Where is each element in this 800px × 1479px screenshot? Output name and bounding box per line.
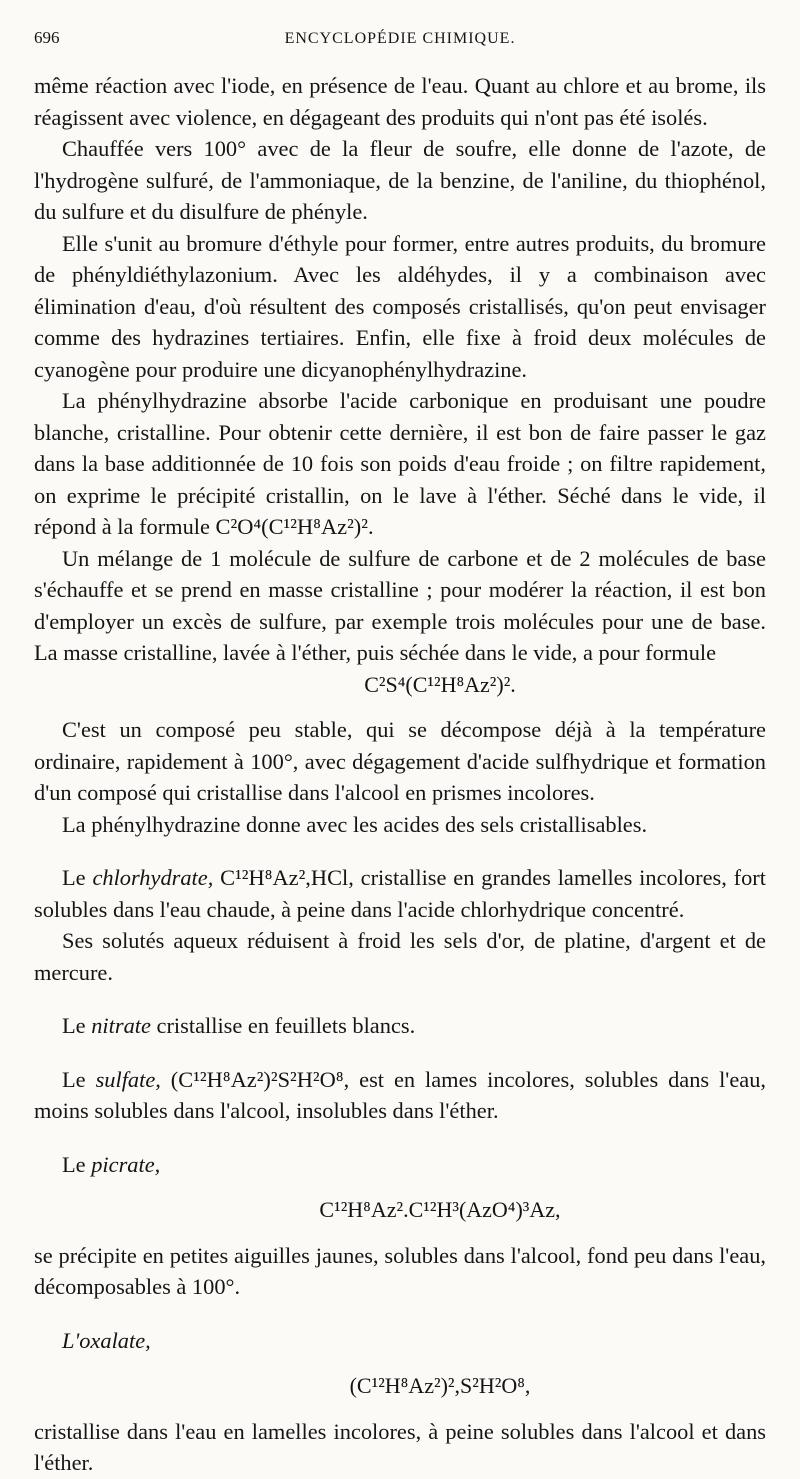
paragraph: Un mélange de 1 molécule de sulfure de carbone et de 2 molécules de base s'échauffe et se prend en masse cristalline ; pour modérer la réaction, il est bon d'employer un excès de sulfure, par exemple trois molécules pour une de base. La masse cristalline, lavée à l'éther, puis séchée dans le vide, a pour formule <box>34 545 766 665</box>
paragraph: se précipite en petites aiguilles jaunes, solubles dans l'alcool, fond peu dans l'eau, décomposables à 100°. <box>34 1242 766 1299</box>
inline-formula: C²O⁴(C¹²H⁸Az²)². <box>215 514 374 539</box>
paragraph: C'est un composé peu stable, qui se décompose déjà à la température ordinaire, rapidement à 100°, avec dégagement d'acide sulfhydrique et formation d'un composé qui cristallise dans l'alcool en prismes incolores. <box>34 717 766 805</box>
paragraph-text: La phénylhydrazine absorbe l'acide carbonique en produisant une poudre blanche, cristalline. Pour obtenir cette dernière, il est bon de faire passer le gaz dans la base additionnée de 10 fois son poids d'eau froide ; on filtre rapidement, on exprime le précipité cristallin, on le lave à l'éther. Séché dans le vide, il répond à la formule <box>34 388 766 539</box>
salt-term: picrate, <box>91 1151 161 1177</box>
paragraph: même réaction avec l'iode, en présence de l'eau. Quant au chlore et au brome, ils réagissent avec violence, en dégageant des produits qui n'ont pas été isolés. <box>34 73 766 130</box>
paragraph <box>34 1064 766 1127</box>
paragraph <box>34 1149 766 1181</box>
paragraph <box>34 862 766 925</box>
paragraph: cristallise dans l'eau en lamelles incolores, à peine solubles dans l'alcool et dans l'éther. <box>34 1418 766 1475</box>
paragraph <box>34 1010 766 1042</box>
paragraph: Elle s'unit au bromure d'éthyle pour former, entre autres produits, du bromure de phényldiéthylazonium. Avec les aldéhydes, il y a combinaison avec élimination d'eau, d'où résultent des composés cristallisés, qu'on peut envisager comme des hydrazines tertiaires. Enfin, elle fixe à froid deux molécules de cyanogène pour produire une dicyanophénylhydrazine. <box>34 230 766 382</box>
formula: (C¹²H⁸Az²)²,S²H²O⁸, <box>349 1373 531 1398</box>
salt-term: nitrate <box>91 1013 151 1038</box>
paragraph: Ses solutés aqueux réduisent à froid les sels d'or, de platine, d'argent et de mercure. <box>34 928 766 985</box>
paragraph: La phénylhydrazine donne avec les acides des sels cristallisables. <box>62 811 648 837</box>
paragraph-text: (C¹²H⁸Az²)²S²H²O⁸, est en lames incolores, solubles dans l'eau, moins solubles dans l'alcool, insolubles dans l'éther. <box>34 1066 767 1123</box>
paragraph-text: C¹²H⁸Az²,HCl, cristallise en grandes lamelles incolores, fort solubles dans l'eau chaude, à peine dans l'acide chlorhydrique concentré. <box>34 865 766 922</box>
paragraph <box>34 385 766 543</box>
paragraph-text: cristallise en feuillets blancs. <box>150 1013 416 1038</box>
label-le: Le <box>62 1013 92 1038</box>
label-le: Le <box>62 1066 96 1092</box>
formula: C¹²H⁸Az².C¹²H³(AzO⁴)³Az, <box>319 1197 561 1222</box>
salt-term: chlorhydrate, <box>92 865 214 890</box>
paragraph: Chauffée vers 100° avec de la fleur de soufre, elle donne de l'azote, de l'hydrogène sulfuré, de l'ammoniaque, de la benzine, de l'aniline, du thiophénol, du sulfure et du disulfure de phényle. <box>34 136 766 224</box>
label-le: Le <box>62 865 93 890</box>
salt-term: sulfate, <box>95 1066 161 1092</box>
formula: C²S⁴(C¹²H⁸Az²)². <box>364 671 516 697</box>
page-number: 696 <box>34 28 60 47</box>
salt-term: L'oxalate, <box>62 1327 151 1353</box>
paragraph <box>34 1325 766 1357</box>
label-le: Le <box>62 1151 92 1177</box>
running-head: ENCYCLOPÉDIE CHIMIQUE. <box>284 30 516 47</box>
page-header <box>34 28 766 58</box>
